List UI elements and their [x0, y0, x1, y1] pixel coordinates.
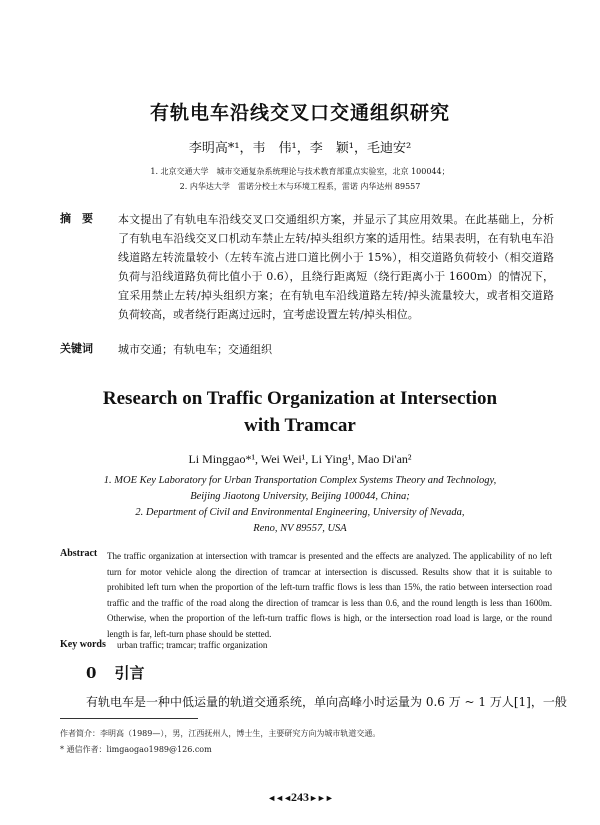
english-affiliation-4: Reno, NV 89557, USA	[253, 523, 347, 534]
footnote-author-bio: 作者简介：李明高（1989—），男，江西抚州人，博士生，主要研究方向为城市轨道交通。	[60, 729, 381, 738]
page-number-left-ornament: ◄◄◄	[267, 793, 291, 803]
english-authors: Li Minggao*¹, Wei Wei¹, Li Ying¹, Mao Di'an²	[188, 452, 412, 466]
section-title: 引言	[114, 664, 145, 682]
chinese-authors: 李明高*¹，韦 伟¹，李 颖¹，毛迪安²	[188, 141, 412, 156]
english-affiliation-1: 1. MOE Key Laboratory for Urban Transportation Complex Systems Theory and Technology,	[103, 475, 497, 486]
english-keywords-label: Key words	[60, 639, 106, 650]
chinese-keywords	[60, 340, 550, 356]
chinese-abstract-text: 本文提出了有轨电车沿线交叉口交通组织方案，并显示了其应用效果。在此基础上，分析了有轨电车沿线交叉口机动车禁止左转/掉头组织方案的适用性。结果表明，在有轨电车沿线道路左转流量较小（左转车流占进口道比例小于 15%），相交道路负荷较小（相交道路负荷与沿线道路负荷比值小于 0.6），且绕行距离短（绕行距离小于 1600m）的情况下，宜采用禁止左转/掉头组织方案；在有轨电车沿线道路左转/掉头流量较大，或者相交道路负荷较高，或者绕行距离过远时，宜考虑设置左转/掉头相位。	[118, 213, 554, 321]
chinese-abstract-label: 摘 要	[60, 212, 93, 225]
chinese-affiliation-2: 2. 内华达大学 雷诺分校土木与环境工程系，雷诺 内华达州 89557	[179, 182, 421, 191]
body-first-line: 有轨电车是一种中低运量的轨道交通系统，单向高峰小时运量为 0.6 万 ~ 1 万人[1]，一般	[86, 695, 567, 709]
chinese-title: 有轨电车沿线交叉口交通组织研究	[149, 102, 450, 124]
english-abstract-text: The traffic organization at intersection with tramcar is presented and the effects are analyzed. The applicability of no left turn for motor vehicle along the direction of tramcar at intersection is discussed. Results show that it is suitable to prohibited left turn when the proportion of the left-turn traffic flows is less than 15%, the ratio between intersection road traffic and the traffic of the road along the direction of tramcar is less than 0.6, and the round length is less than 1600m. Otherwise, when the proportion of the left-turn traffic flows is high, or the intersection road load is large, or the round length is far, left-turn phase should be stetted.	[107, 551, 552, 639]
page-number-right-ornament: ►►►	[309, 793, 333, 803]
chinese-affiliation-1: 1. 北京交通大学 城市交通复杂系统理论与技术教育部重点实验室，北京 100044；	[150, 167, 450, 176]
english-abstract-label: Abstract	[60, 548, 98, 559]
english-affiliation-3: 2. Department of Civil and Environmental Engineering, University of Nevada,	[135, 507, 465, 518]
english-keywords-text: urban traffic; tramcar; traffic organization	[117, 640, 268, 650]
english-title-line-1: Research on Traffic Organization at Intersection	[102, 388, 498, 409]
footnote-corresponding-author: * 通信作者：limgaogao1989@126.com	[60, 745, 212, 754]
english-title-line-2: with Tramcar	[244, 415, 356, 436]
chinese-abstract	[60, 210, 554, 330]
page-number	[0, 790, 600, 805]
page-number-value: 243	[291, 790, 309, 804]
section-heading	[86, 662, 144, 683]
chinese-keywords-label: 关键词	[60, 342, 93, 355]
section-number: 0	[86, 664, 97, 682]
footnote-divider	[60, 718, 198, 719]
english-affiliation-2: Beijing Jiaotong University, Beijing 100044, China;	[190, 491, 410, 502]
english-title	[0, 385, 600, 439]
chinese-keywords-text: 城市交通；有轨电车；交通组织	[118, 343, 272, 356]
